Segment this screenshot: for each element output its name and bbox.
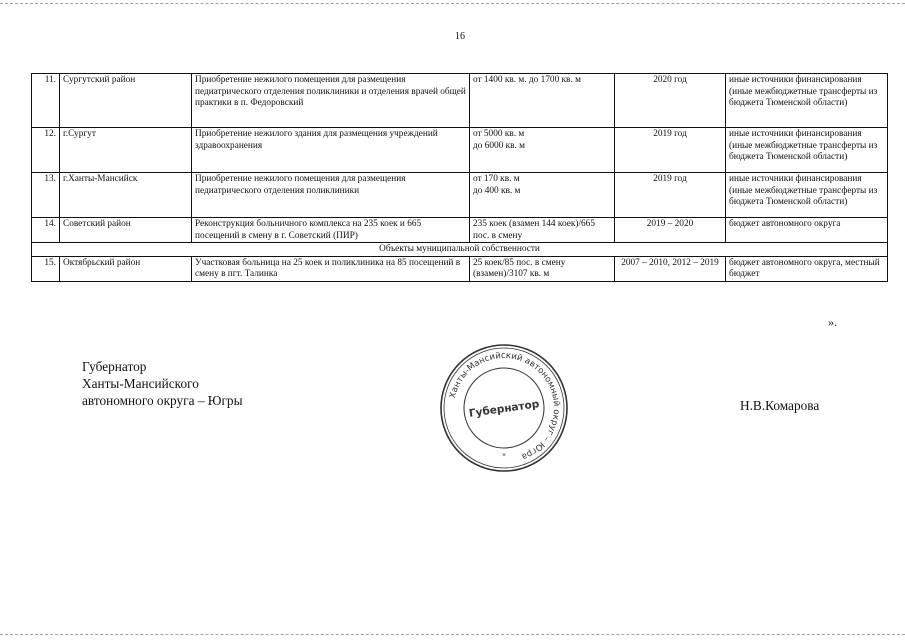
scan-edge-bottom: [0, 634, 905, 635]
district-cell: г.Сургут: [60, 128, 192, 173]
funding-source-cell: бюджет автономного округа, местный бюджет: [726, 256, 888, 281]
signatory-title-line: автономного округа – Югры: [82, 393, 243, 408]
signatory-title-line: Губернатор: [82, 359, 147, 374]
year-cell: 2019 год: [615, 128, 726, 173]
district-cell: Советский район: [60, 218, 192, 243]
capacity-cell: от 1400 кв. м. до 1700 кв. м: [470, 74, 615, 128]
signatory-title-line: Ханты-Мансийского: [82, 376, 199, 391]
table-row: [32, 218, 888, 243]
table-row: [32, 256, 888, 281]
district-cell: Сургутский район: [60, 74, 192, 128]
year-cell: 2020 год: [615, 74, 726, 128]
signatory-title: [82, 358, 243, 409]
capacity-cell: 25 коек/85 пос. в смену (взамен)/3107 кв. м: [470, 256, 615, 281]
seal-star-icon: *: [502, 452, 506, 460]
section-title: Объекты муниципальной собственности: [32, 243, 888, 257]
governor-seal-stamp: [436, 340, 572, 476]
table-row: [32, 173, 888, 218]
row-number: 12.: [32, 128, 60, 173]
seal-ring-text: Ханты-Мансийский автономный округ – Югра: [447, 350, 562, 462]
row-number: 11.: [32, 74, 60, 128]
object-cell: Приобретение нежилого помещения для размещения педиатрического отделения поликлиники: [192, 173, 470, 218]
year-cell: 2019 – 2020: [615, 218, 726, 243]
scan-edge-top: [0, 3, 905, 4]
object-cell: Приобретение нежилого здания для размещения учреждений здравоохранения: [192, 128, 470, 173]
section-header-row: [32, 243, 888, 257]
seal-center-text: Губернатор: [468, 398, 540, 420]
table-row: [32, 74, 888, 128]
table-row: [32, 128, 888, 173]
object-cell: Реконструкция больничного комплекса на 235 коек и 665 посещений в смену в г. Советский (ПИР): [192, 218, 470, 243]
signer-name: Н.В.Комарова: [740, 398, 820, 413]
capacity-cell: от 170 кв. м до 400 кв. м: [470, 173, 615, 218]
capacity-cell: от 5000 кв. м до 6000 кв. м: [470, 128, 615, 173]
page-number: 16: [455, 31, 465, 42]
row-number: 15.: [32, 256, 60, 281]
funding-source-cell: иные источники финансирования (иные межбюджетные трансферты из бюджета Тюменской области): [726, 173, 888, 218]
closing-quote-mark: ».: [828, 315, 837, 329]
year-cell: 2019 год: [615, 173, 726, 218]
funding-source-cell: иные источники финансирования (иные межбюджетные трансферты из бюджета Тюменской области): [726, 128, 888, 173]
row-number: 14.: [32, 218, 60, 243]
year-cell: 2007 – 2010, 2012 – 2019: [615, 256, 726, 281]
object-cell: Участковая больница на 25 коек и поликлиника на 85 посещений в смену в пгт. Талинка: [192, 256, 470, 281]
capacity-cell: 235 коек (взамен 144 коек)/665 пос. в смену: [470, 218, 615, 243]
district-cell: г.Ханты-Мансийск: [60, 173, 192, 218]
funding-source-cell: бюджет автономного округа: [726, 218, 888, 243]
objects-table: [31, 73, 888, 282]
row-number: 13.: [32, 173, 60, 218]
funding-source-cell: иные источники финансирования (иные межбюджетные трансферты из бюджета Тюменской области): [726, 74, 888, 128]
district-cell: Октябрьский район: [60, 256, 192, 281]
object-cell: Приобретение нежилого помещения для размещения педиатрического отделения поликлиники и отделения врачей общей практики в п. Федоровский: [192, 74, 470, 128]
